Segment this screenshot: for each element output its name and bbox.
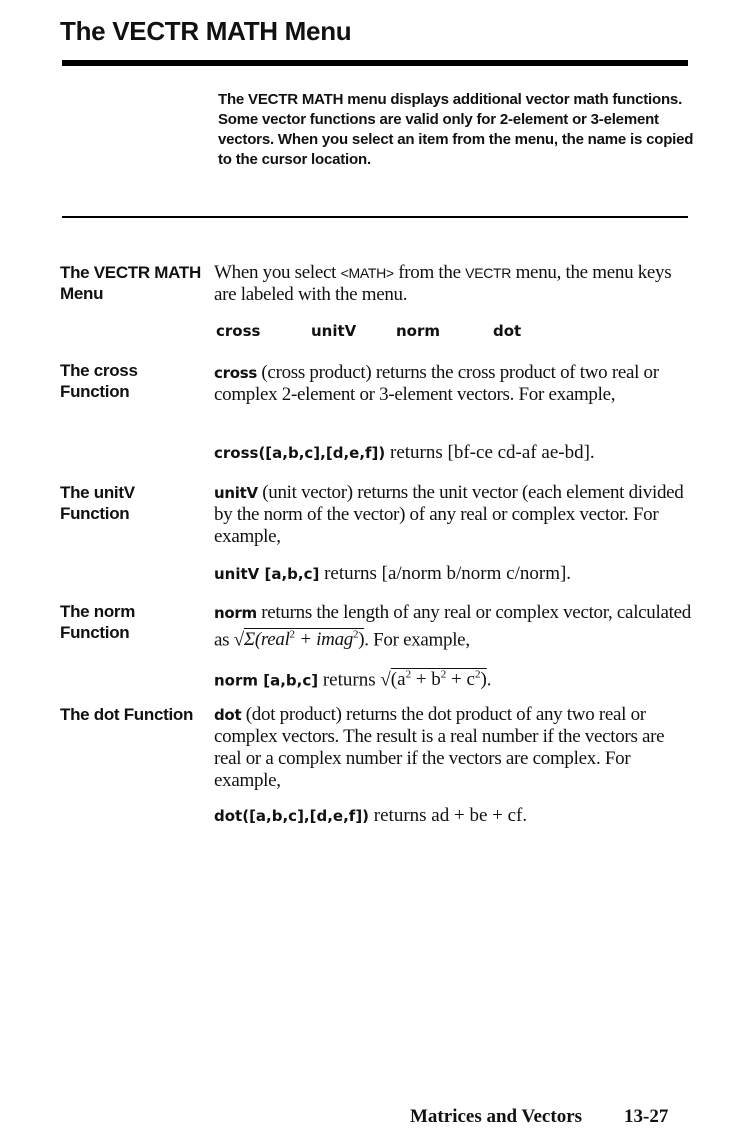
page-title: The VECTR MATH Menu bbox=[60, 16, 352, 46]
norm-command: norm bbox=[214, 604, 257, 622]
unitv-paragraph: unitV (unit vector) returns the unit vector (each element divided by the norm of the vector) of any real or complex vector. For example, bbox=[214, 482, 684, 547]
norm-example: norm [a,b,c] returns $√(a^2 + b^2 + c^2)$. bbox=[214, 669, 492, 691]
vectr-menu-name: VECTR bbox=[465, 265, 512, 281]
dot-paragraph: dot (dot product) returns the dot product of any two real or complex vectors. The result is a real number if the vectors are real or a complex number if the vectors are complex. For example, bbox=[214, 704, 665, 791]
menu-key-unitv: unitV bbox=[311, 322, 357, 340]
unitv-command: unitV bbox=[214, 484, 258, 502]
menu-paragraph: When you select <MATH> from the VECTR menu, the menu keys are labeled with the menu. bbox=[214, 262, 672, 305]
header-rule bbox=[62, 60, 688, 66]
dot-example: dot([a,b,c],[d,e,f]) returns ad + be + cf. bbox=[214, 805, 528, 826]
cross-command: cross bbox=[214, 364, 257, 382]
side-heading-unitv: The unitV Function bbox=[60, 483, 135, 523]
footer-page-number: 13-27 bbox=[624, 1106, 669, 1127]
section-rule bbox=[62, 216, 688, 218]
side-heading-cross: The cross Function bbox=[60, 361, 138, 401]
cross-example-command: cross([a,b,c],[d,e,f]) bbox=[214, 444, 386, 462]
math-key-label: <MATH> bbox=[340, 265, 394, 281]
norm-formula: √Σ(real$^2$ + imag$^2$) bbox=[233, 629, 365, 651]
side-heading-menu: The VECTR MATH Menu bbox=[60, 263, 201, 303]
cross-example: cross([a,b,c],[d,e,f]) returns [bf-ce cd-af ae-bd]. bbox=[214, 442, 595, 463]
menu-key-cross: cross bbox=[216, 322, 261, 340]
cross-paragraph: cross (cross product) returns the cross product of two real or complex 2-element or 3-element vectors. For example, bbox=[214, 362, 659, 405]
unitv-example: unitV [a,b,c] returns [a/norm b/norm c/norm]. bbox=[214, 563, 572, 584]
intro-paragraph: The VECTR MATH menu displays additional vector math functions. Some vector functions are valid only for 2-element or 3-element vectors. When you select an item from the menu, the name is copied to the cursor location. bbox=[218, 91, 694, 168]
side-heading-dot: The dot Function bbox=[60, 705, 194, 724]
side-heading-norm: The norm Function bbox=[60, 602, 136, 642]
unitv-example-command: unitV [a,b,c] bbox=[214, 565, 320, 583]
norm-example-command: norm [a,b,c] bbox=[214, 671, 319, 690]
menu-key-norm: norm bbox=[396, 322, 441, 340]
dot-command: dot bbox=[214, 706, 242, 724]
norm-paragraph: norm returns the length of any real or complex vector, calculated as √Σ(real$^2$ + imag$^2$). For example, bbox=[214, 602, 691, 651]
menu-key-dot: dot bbox=[493, 322, 522, 340]
footer-chapter-title: Matrices and Vectors bbox=[410, 1106, 583, 1127]
dot-example-command: dot([a,b,c],[d,e,f]) bbox=[214, 807, 370, 825]
